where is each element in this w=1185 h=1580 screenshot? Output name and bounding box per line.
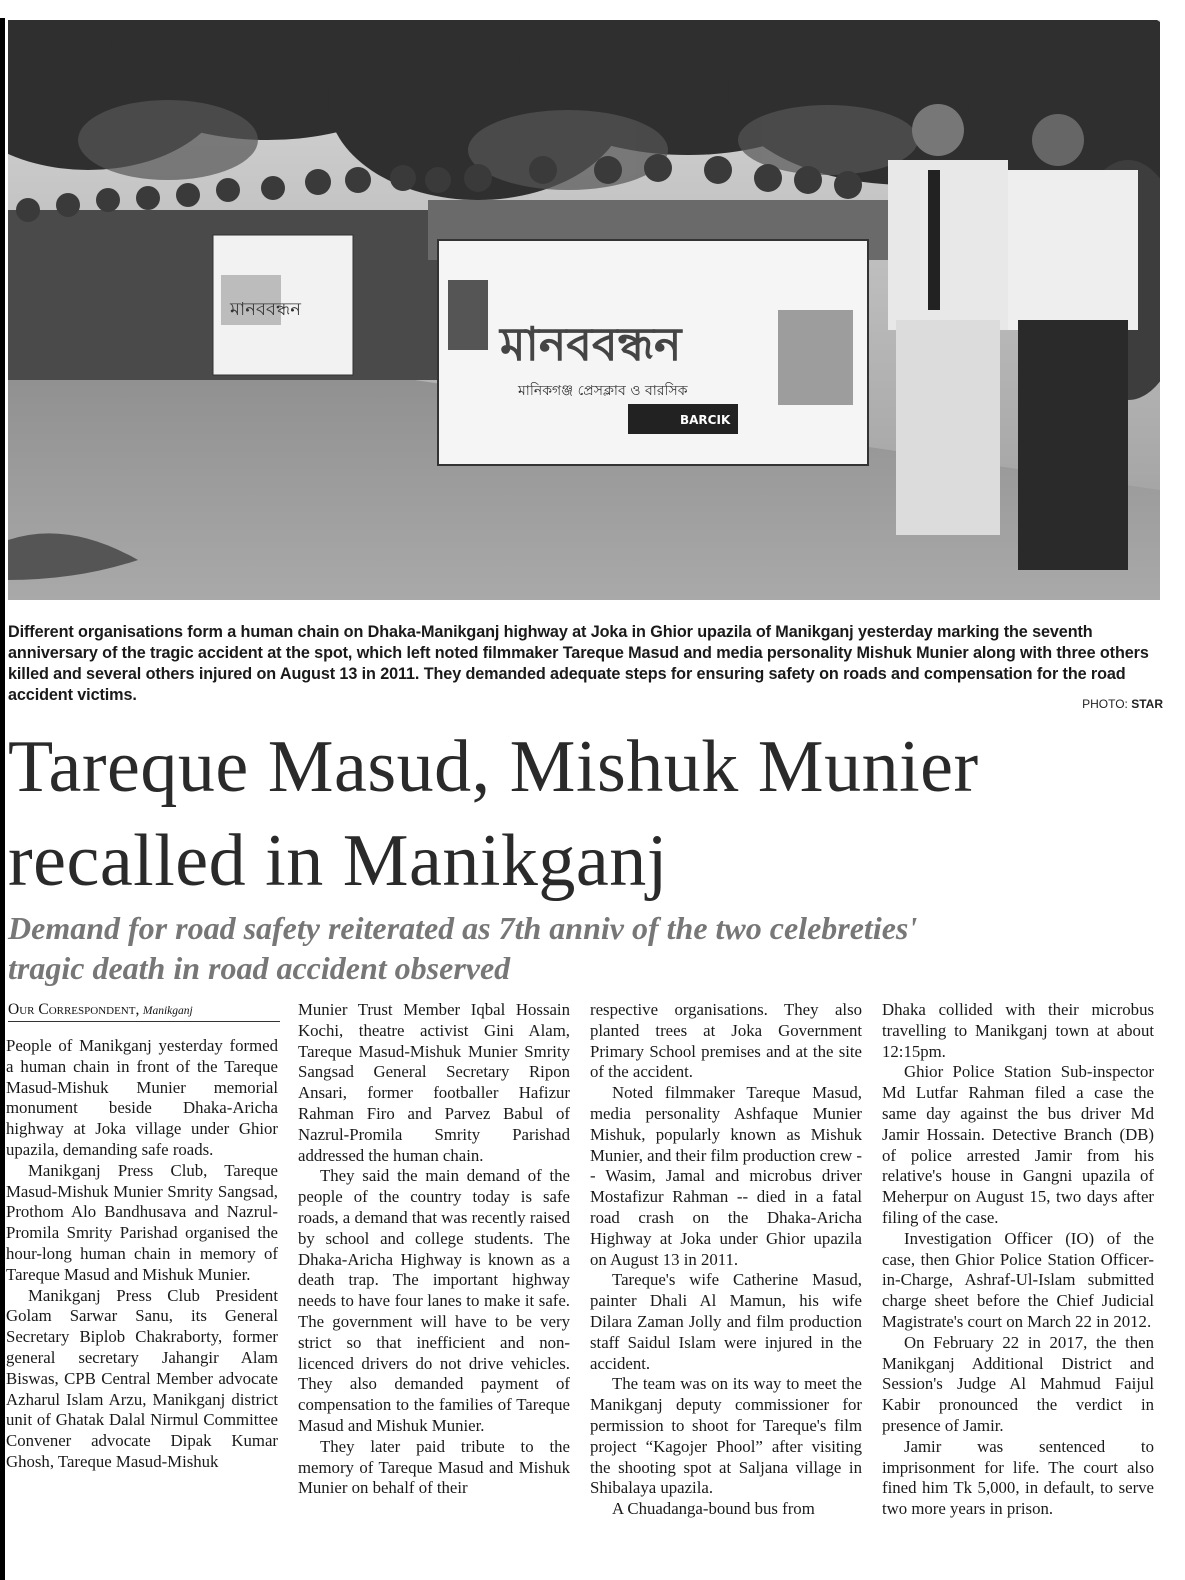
paragraph: Dhaka collided with their microbus travelling to Manikganj town at about 12:15pm.: [882, 1000, 1154, 1061]
paragraph: Manikganj Press Club, Tareque Masud-Mishuk Munier Smrity Sangsad, Prothom Alo Bandhusava and Nazrul-Promila Smrity Parishad organised the hour-long human chain in memory of Tareque Masud and Mishuk Munier.: [6, 1160, 278, 1284]
paragraph: Ghior Police Station Sub-inspector Md Lutfar Rahman filed a case the same day against the bus driver Md Jamir Hossain. Detective Branch (DB) of police arrested Jamir from his relative's house in Gangni upazila of Meherpur on August 15, two days after filing of the case.: [882, 1062, 1154, 1227]
paragraph: Investigation Officer (IO) of the case, then Ghior Police Station Officer-in-Charge, Ashraf-Ul-Islam submitted charge sheet before the Chief Judicial Magistrate's court on March 22 in 2012.: [882, 1228, 1154, 1331]
paragraph: Jamir was sentenced to imprisonment for life. The court also fined him Tk 5,000, in default, to serve two more years in prison.: [882, 1436, 1154, 1519]
paragraph: They later paid tribute to the memory of Tareque Masud and Mishuk Munier on behalf of their: [298, 1436, 570, 1498]
paragraph: People of Manikganj yesterday formed a human chain in front of the Tareque Masud-Mishuk Munier memorial monument beside Dhaka-Aricha highway at Joka village under Ghior upazila, demanding safe roads.: [6, 1036, 278, 1159]
paragraph: On February 22 in 2017, the then Manikganj Additional District and Session's Judge Al Mahmud Faijul Kabir pronounced the verdict in presence of Jamir.: [882, 1332, 1154, 1435]
subheadline: Demand for road safety reiterated as 7th anniv of the two celebreties' tragic death in road accident observed: [8, 910, 918, 986]
byline: Our Correspondent, Manikganj: [8, 1001, 280, 1022]
small-banner: [213, 235, 353, 375]
paragraph: The team was on its way to meet the Manikganj deputy commissioner for permission to shoot for Tareque's film project “Kagojer Phool” after visiting the shooting spot at Saljana village in Shibalaya upazila.: [590, 1374, 862, 1498]
article-column-4: [882, 1000, 1154, 1520]
article-column-3: [590, 1000, 862, 1520]
main-banner: [438, 240, 868, 465]
photo-credit: PHOTO: STAR: [1082, 697, 1163, 711]
article-column-2: [298, 1000, 570, 1499]
paragraph: respective organisations. They also planted trees at Joka Government Primary School premises and at the site of the accident.: [590, 1000, 862, 1082]
svg-text:BARCIK: BARCIK: [680, 413, 731, 427]
paragraph: A Chuadanga-bound bus from: [612, 1499, 815, 1519]
left-column-rule: [0, 18, 5, 1580]
paragraph: Tareque's wife Catherine Masud, painter Dhali Al Mamun, his wife Dilara Zaman Jolly and film production staff Saidul Islam were injured in the accident.: [590, 1270, 862, 1373]
photo-caption: Different organisations form a human chain on Dhaka-Manikganj highway at Joka in Ghior upazila of Manikganj yesterday marking the seventh anniversary of the tragic accident at the spot, which left noted filmmaker Tareque Masud and media personality Mishuk Munier along with three others killed and several others injured on August 13 in 2011. They demanded adequate steps for ensuring safety on roads and compensation for the road accident victims.: [8, 623, 1149, 704]
svg-text:মানিকগঞ্জ প্রেসক্লাব ও বারসিক: মানিকগঞ্জ প্রেসক্লাব ও বারসিক: [518, 383, 688, 399]
article-column-1: [6, 1036, 278, 1473]
news-photo: [8, 20, 1160, 600]
paragraph: Noted filmmaker Tareque Masud, media personality Ashfaque Munier Mishuk, popularly known as Mishuk Munier, and their film production crew -- Wasim, Jamal and microbus driver Mostafizur Rahman -- died in a fatal road crash on the Dhaka-Aricha Highway at Joka under Ghior upazila on August 13 in 2011.: [590, 1083, 862, 1269]
paragraph: They said the main demand of the people of the country today is safe roads, a demand that was recently raised by school and college students. The Dhaka-Aricha Highway is known as a death trap. The important highway needs to have four lanes to make it safe. The government will have to be very strict so that inefficient and non-licenced drivers do not drive vehicles. They also demanded payment of compensation to the families of Tareque Masud and Mishuk Munier.: [298, 1166, 570, 1435]
svg-text:মানববন্ধন: মানববন্ধন: [230, 299, 301, 320]
svg-text:মানববন্ধন: মানববন্ধন: [500, 317, 682, 371]
headline: Tareque Masud, Mishuk Munier recalled in Manikganj: [8, 726, 979, 902]
paragraph: Manikganj Press Club President Golam Sarwar Sanu, its General Secretary Biplob Chakraborty, former general secretary Jahangir Alam Biswas, CPB Central Member advocate Azharul Islam Arzu, Manikganj district unit of Ghatak Dalal Nirmul Committee Convener advocate Dipak Kumar Ghosh, Tareque Masud-Mishuk: [6, 1285, 278, 1471]
paragraph: Munier Trust Member Iqbal Hossain Kochi, theatre activist Gini Alam, Tareque Masud-Mishuk Munier Smrity Sangsad General Secretary Ripon Ansari, former footballer Hafizur Rahman Firo and Parvez Babul of Nazrul-Promila Smrity Parishad addressed the human chain.: [298, 1000, 570, 1165]
